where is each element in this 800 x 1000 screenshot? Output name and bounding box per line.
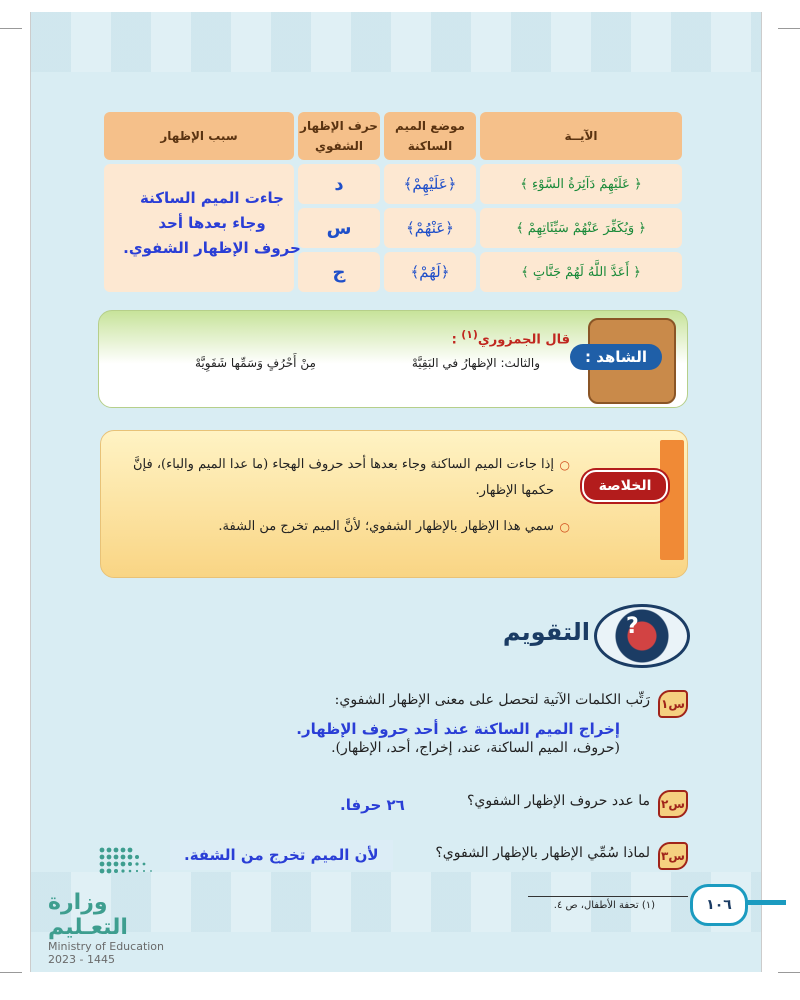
header-verse: الآيــة <box>480 112 682 160</box>
table-header-row <box>104 112 682 160</box>
reason-line: حروف الإظهار الشفوي. <box>123 239 301 257</box>
footnote: (١) تحفة الأطفال، ص ٤. <box>553 900 655 911</box>
ministry-year: 2023 - 1445 <box>48 953 115 966</box>
eye-icon <box>594 604 690 668</box>
ministry-logo <box>48 890 188 966</box>
mim-cell: ﴿عَنْهُمْ﴾ <box>384 208 476 248</box>
question-number-badge: س١ <box>658 690 688 718</box>
letter-cell: د <box>298 164 380 204</box>
question-number-badge: س٣ <box>658 842 688 870</box>
question-answer: ٢٦ حرفا. <box>340 796 405 814</box>
evaluation-title: التقويم <box>502 618 590 646</box>
bullet-icon: ○ <box>559 458 570 472</box>
crop-mark <box>0 972 22 973</box>
letter-cell: ج <box>298 252 380 292</box>
bookmark-ribbon <box>660 440 684 560</box>
reason-line: وجاء بعدها أحد <box>158 214 266 232</box>
reason-text <box>112 186 312 261</box>
summary-point-text: إذا جاءت الميم الساكنة وجاء بعدها أحد حروف الهجاء (ما عدا الميم والباء)، فإنَّ حكمها الإظهار. <box>132 457 554 498</box>
crop-mark <box>778 28 800 29</box>
bullet-icon: ○ <box>559 520 570 534</box>
verse-cell: ﴿ وَيُكَفِّرَ عَنْهُمْ سَيِّئَاتِهِمْ ﴾ <box>480 208 682 248</box>
header-mim-position: موضع الميم الساكنة <box>384 112 476 160</box>
letter-cell: س <box>298 208 380 248</box>
verse-first-half: والثالث: الإظهارُ في البَقِيَّهْ <box>411 356 540 370</box>
ministry-name-ar: وزارة التعـليم <box>48 890 128 940</box>
header-reason: سبب الإظهار <box>104 112 294 160</box>
ministry-logo-dots-icon <box>98 844 158 878</box>
mim-cell: ﴿عَلَيْهِمْ﴾ <box>384 164 476 204</box>
summary-points <box>100 452 570 550</box>
verse-cell: ﴿ أَعَدَّ اللَّهُ لَهُمْ جَنَّاتٍ ﴾ <box>480 252 682 292</box>
verse-second-half: مِنْ أَحْرُفٍ وَسَمِّها شَفَوِيَّهْ <box>195 356 316 370</box>
header-letter: حرف الإظهار الشفوي <box>298 112 380 160</box>
question-text: رَتِّب الكلمات الآتية لتحصل على معنى الإظهار الشفوي: <box>334 692 650 708</box>
footnote-marker: (١) <box>461 328 478 341</box>
page-number: ١٠٦ <box>690 884 748 926</box>
footnote-divider <box>528 896 688 897</box>
top-ornament <box>31 12 761 72</box>
reason-line: جاءت الميم الساكنة <box>140 189 284 207</box>
summary-point <box>100 452 570 504</box>
question-words: (حروف، الميم الساكنة، عند، إخراج، أحد، الإظهار). <box>331 740 620 756</box>
question-text: ما عدد حروف الإظهار الشفوي؟ <box>467 793 650 809</box>
question-number-badge: س٢ <box>658 790 688 818</box>
question-answer: لأن الميم تخرج من الشفة. <box>170 840 393 870</box>
question-answer: إخراج الميم الساكنة عند أحد حروف الإظهار. <box>296 720 620 738</box>
summary-point-text: سمي هذا الإظهار بالإظهار الشفوي؛ لأنَّ الميم تخرج من الشفة. <box>218 519 554 534</box>
summary-label: الخلاصة <box>582 470 668 502</box>
question-mark-icon: ? <box>626 614 639 639</box>
crop-mark <box>778 972 800 973</box>
ministry-name-en: Ministry of Education <box>48 940 165 953</box>
question-text: لماذا سُمِّي الإظهار بالإظهار الشفوي؟ <box>435 845 650 861</box>
summary-point <box>100 514 570 540</box>
mim-cell: ﴿لَهُمْ﴾ <box>384 252 476 292</box>
verse-cell: ﴿ عَلَيْهِمْ دَآئِرَةُ السَّوْءِ ﴾ <box>480 164 682 204</box>
witness-label: الشاهد : <box>570 344 662 370</box>
poet-label: قال الجمزوري <box>477 332 570 348</box>
poet-name: قال الجمزوري$^{(١)}$ : <box>451 328 570 348</box>
crop-mark <box>0 28 22 29</box>
